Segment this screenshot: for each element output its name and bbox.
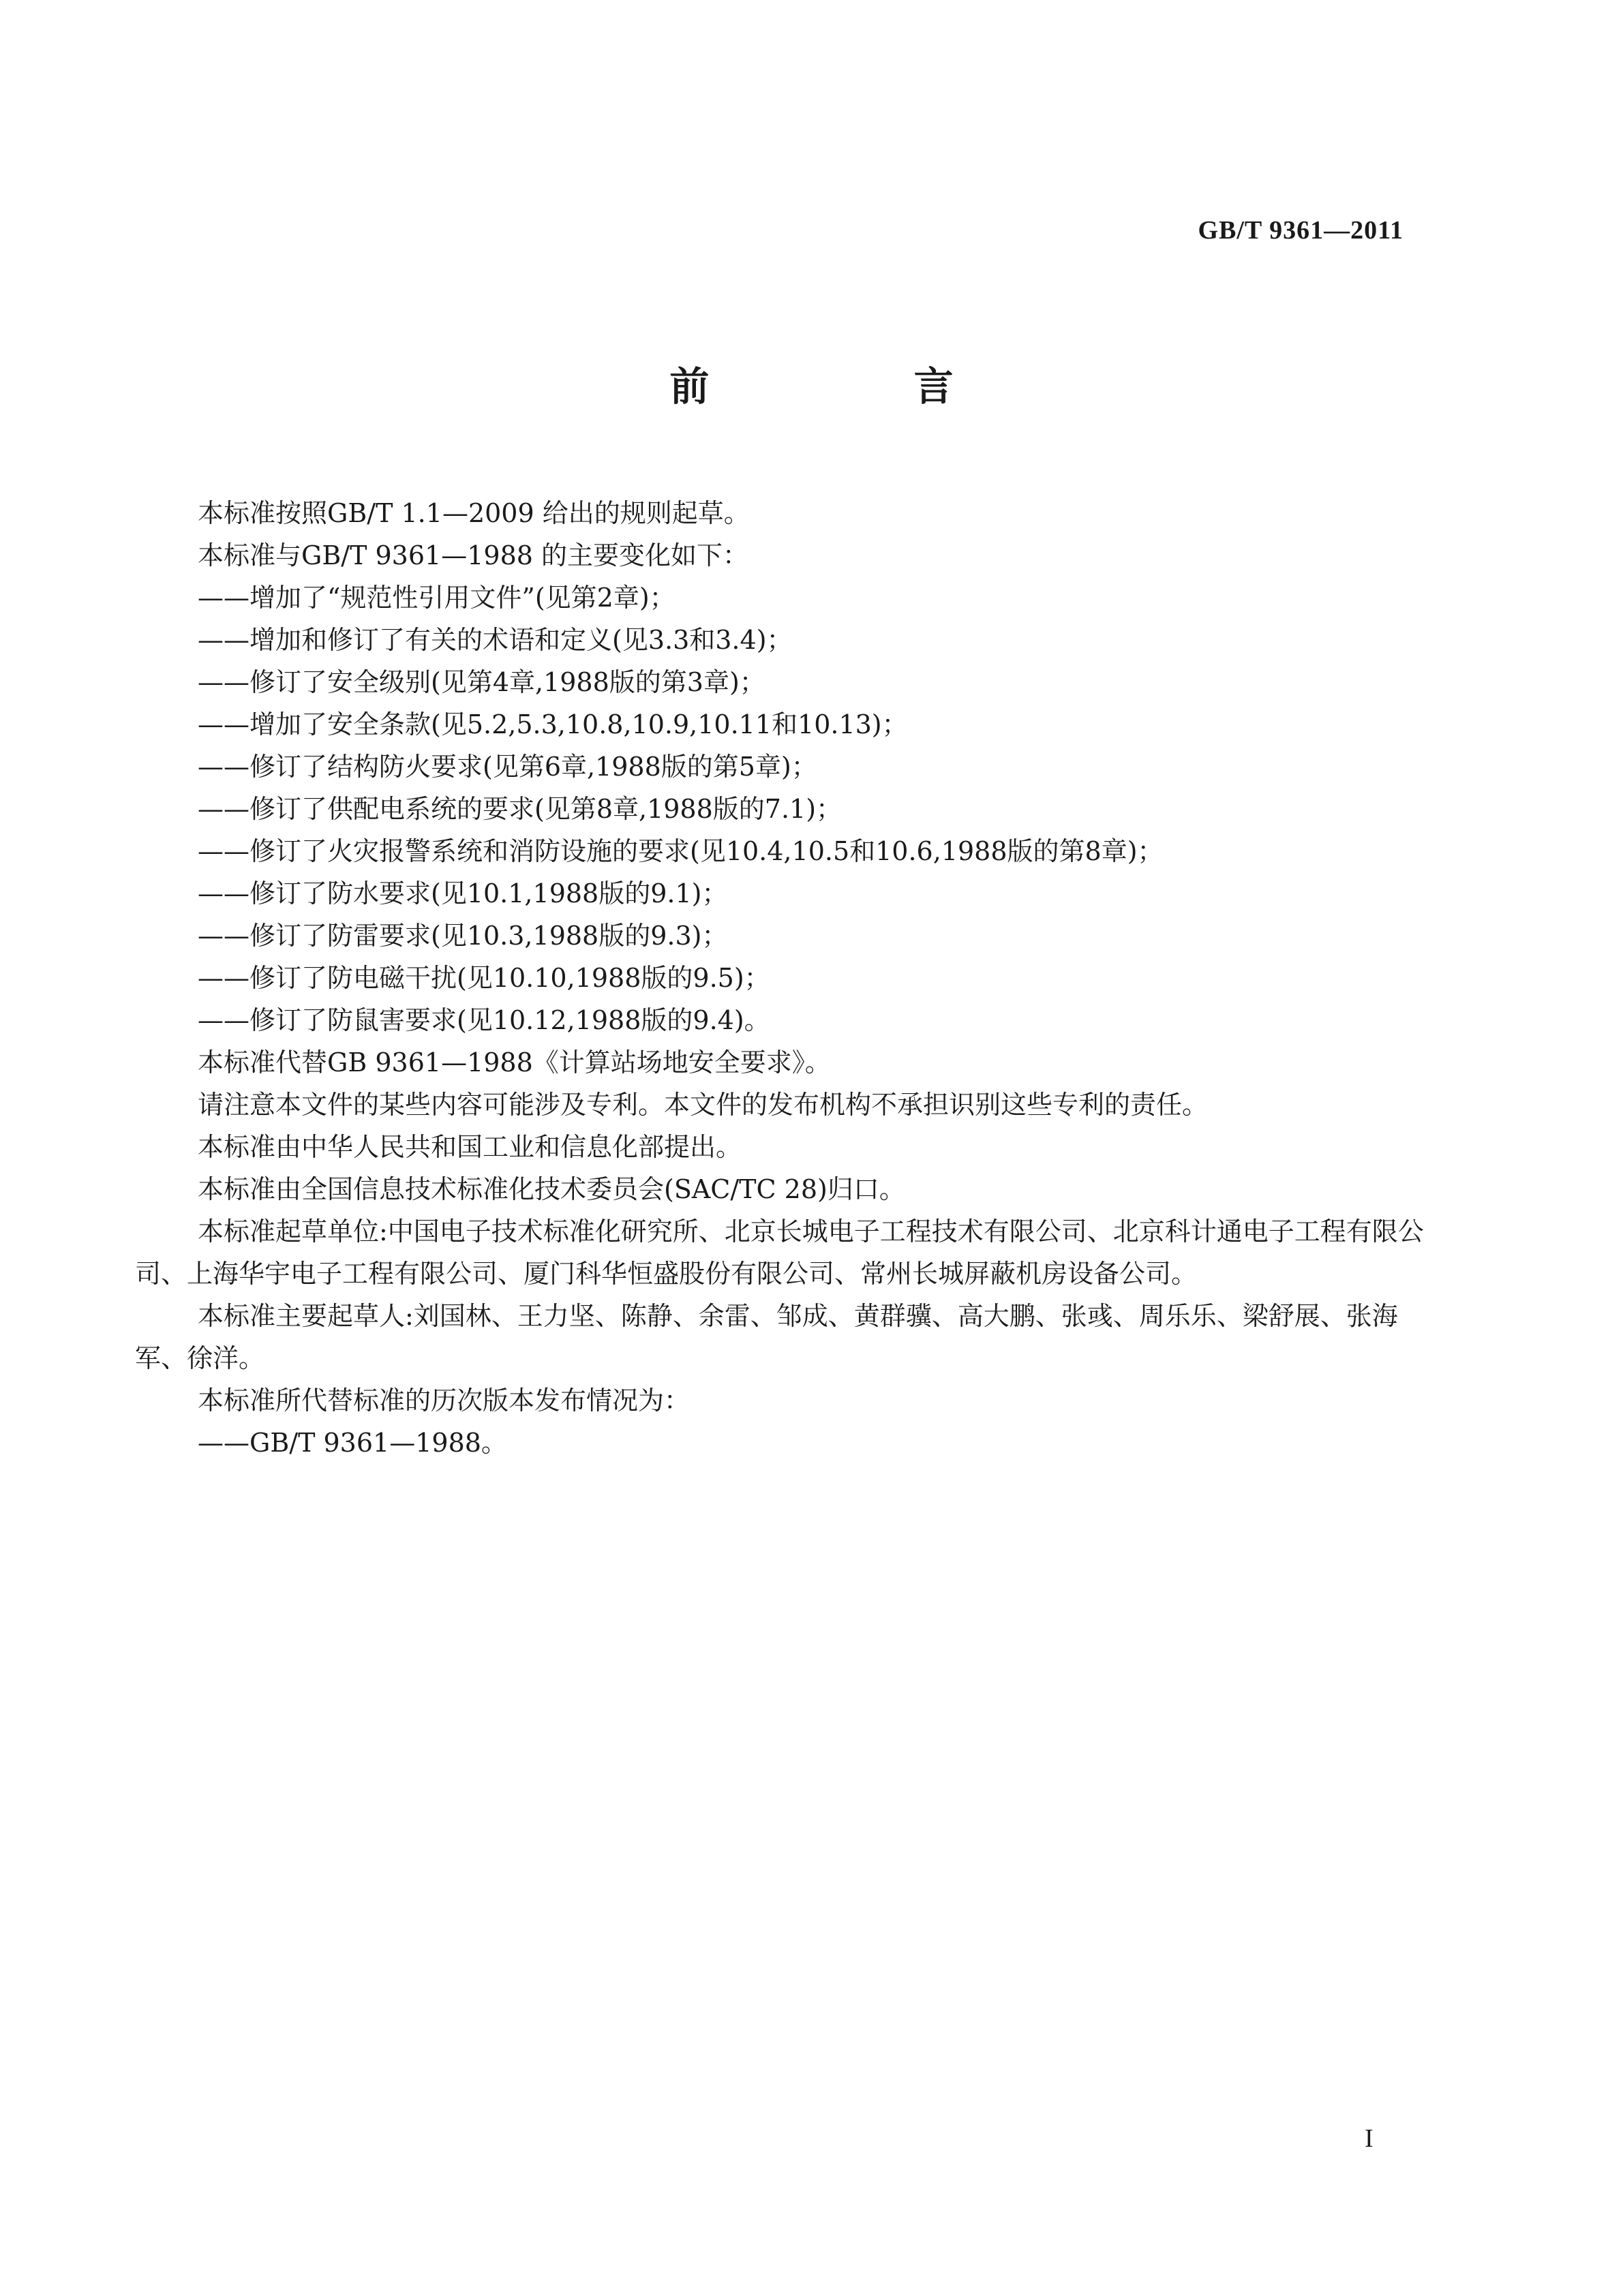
page-title: 前 言 <box>669 363 1049 410</box>
standard-number: GB/T 9361—2011 <box>1198 216 1404 245</box>
change-item: ——修订了火灾报警系统和消防设施的要求(见10.4,10.5和10.6,1988版的第8章)； <box>198 836 1164 866</box>
change-item: ——修订了防雷要求(见10.3,1988版的9.3)； <box>198 921 728 951</box>
history-intro-paragraph: 本标准所代替标准的历次版本发布情况为： <box>198 1386 691 1415</box>
change-item: ——修订了供配电系统的要求(见第8章,1988版的7.1)； <box>198 794 843 824</box>
drafting-units-paragraph: 本标准起草单位:中国电子技术标准化研究所、北京长城电子工程技术有限公司、北京科计通电子工程有限公司、上海华宇电子工程有限公司、厦门科华恒盛股份有限公司、常州长城屏蔽机房设备公司。 <box>135 1216 1424 1289</box>
change-item: ——修订了安全级别(见第4章,1988版的第3章)； <box>198 667 765 697</box>
change-item: ——修订了防水要求(见10.1,1988版的9.1)； <box>198 878 728 908</box>
foreword-body <box>135 492 1430 1464</box>
jurisdiction-paragraph: 本标准由全国信息技术标准化技术委员会(SAC/TC 28)归口。 <box>198 1174 905 1204</box>
change-item: ——增加和修订了有关的术语和定义(见3.3和3.4)； <box>198 625 793 655</box>
drafting-rule-paragraph: 本标准按照GB/T 1.1—2009 给出的规则起草。 <box>198 498 750 528</box>
change-item: ——增加了安全条款(见5.2,5.3,10.8,10.9,10.11和10.13)； <box>198 709 908 739</box>
change-item: ——增加了“规范性引用文件”(见第2章)； <box>198 583 676 613</box>
history-item: ——GB/T 9361—1988。 <box>198 1428 507 1458</box>
proposed-by-paragraph: 本标准由中华人民共和国工业和信息化部提出。 <box>198 1132 742 1162</box>
replaces-paragraph: 本标准代替GB 9361—1988《计算站场地安全要求》。 <box>198 1047 831 1077</box>
change-item: ——修订了结构防火要求(见第6章,1988版的第5章)； <box>198 752 817 782</box>
drafters-paragraph: 本标准主要起草人:刘国林、王力坚、陈静、余雷、邹成、黄群骥、高大鹏、张彧、周乐乐、梁舒展、张海军、徐洋。 <box>135 1301 1398 1373</box>
change-item: ——修订了防电磁干扰(见10.10,1988版的9.5)； <box>198 963 770 993</box>
changes-intro-paragraph: 本标准与GB/T 9361—1988 的主要变化如下： <box>198 540 749 570</box>
change-item: ——修订了防鼠害要求(见10.12,1988版的9.4)。 <box>198 1005 770 1035</box>
page-number: I <box>1365 2124 1374 2153</box>
patent-notice-paragraph: 请注意本文件的某些内容可能涉及专利。本文件的发布机构不承担识别这些专利的责任。 <box>198 1090 1209 1120</box>
